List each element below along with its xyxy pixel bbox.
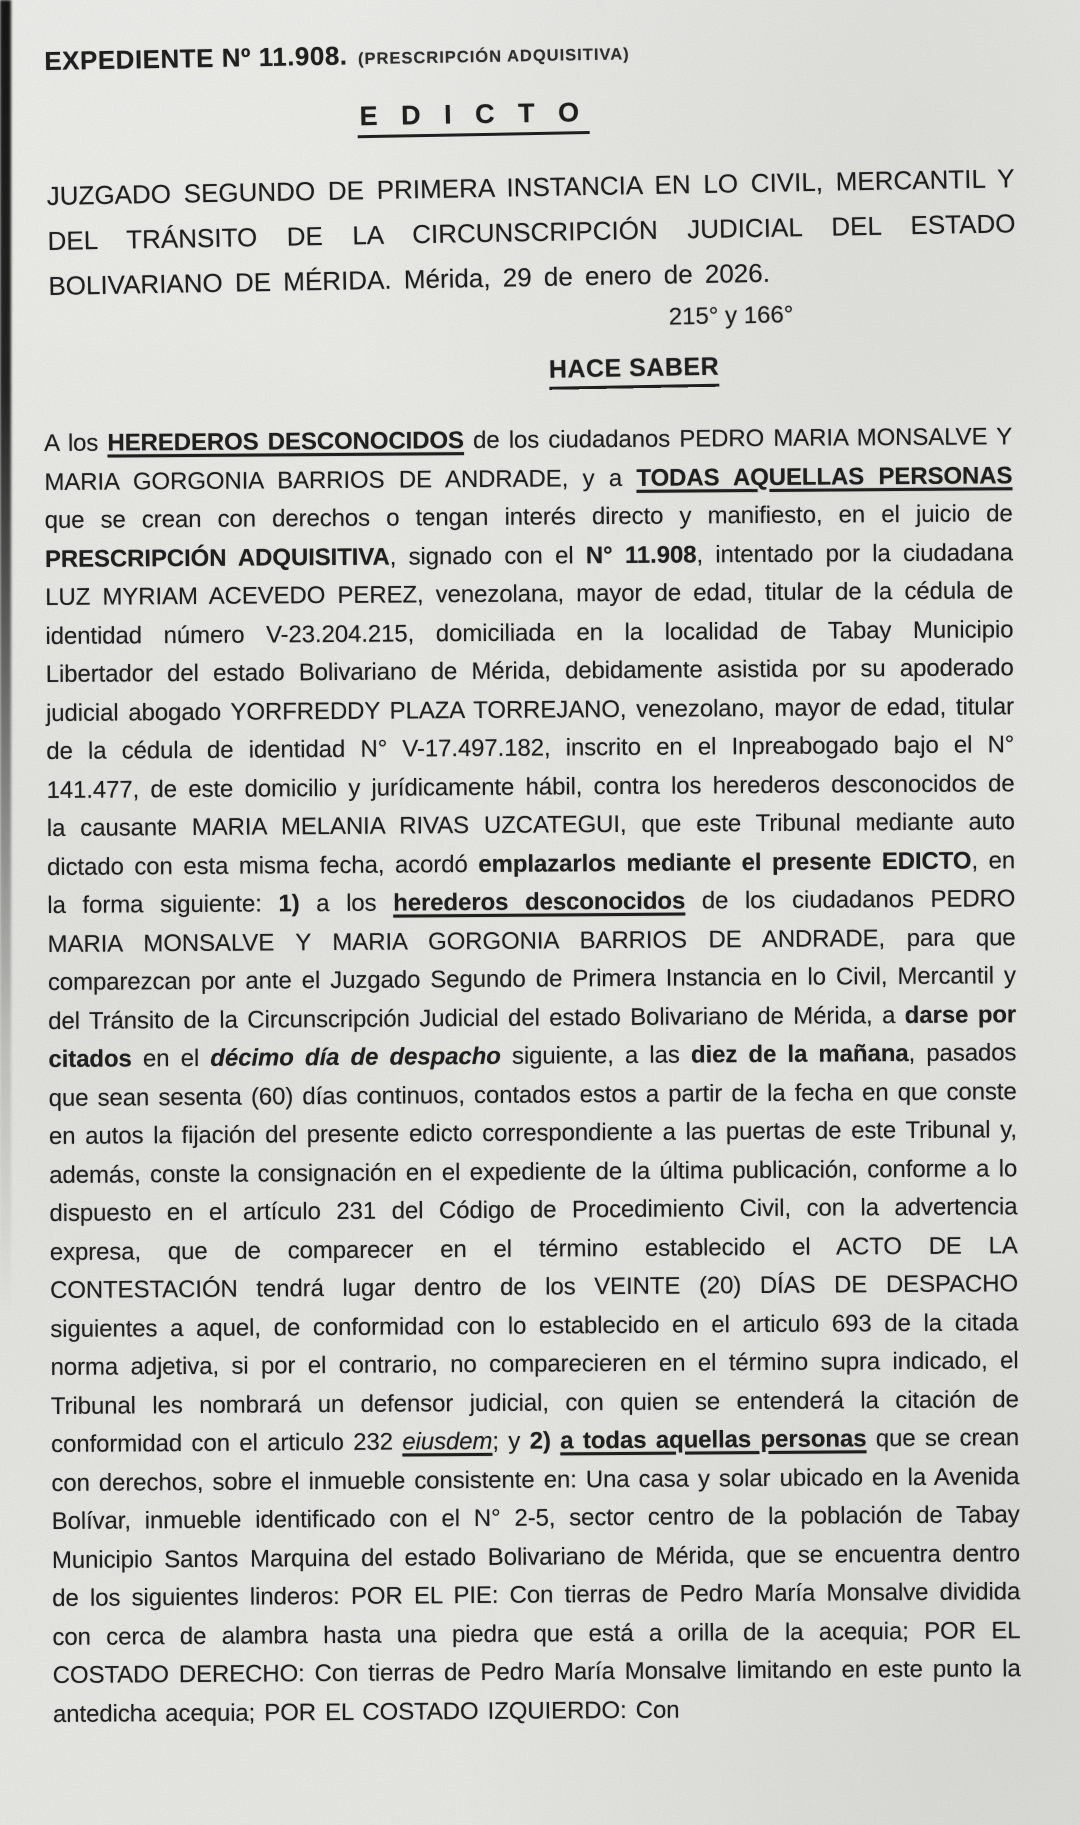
edicto-title: E D I C T O [357,97,589,138]
hace-saber-heading: HACE SABER [549,353,720,390]
case-header [44,28,1012,77]
title-row [0,90,958,145]
court-paragraph: JUZGADO SEGUNDO DE PRIMERA INSTANCIA EN LO CIVIL, MERCANTIL Y DEL TRÁNSITO DE LA CIRCUNSCRIPCIÓN JUDICIAL DEL ESTADO BOLIVARIANO DE MÉRIDA. Mérida, 29 de enero de 2026. [46,163,1016,301]
edict-body-paragraph: A los HEREDEROS DESCONOCIDOS de los ciudadanos PEDRO MARIA MONSALVE Y MARIA GORGONIA BARRIOS DE ANDRADE, y a TODAS AQUELLAS PERSONAS que se crean con derechos o tengan interés directo y manifiesto, en el juicio de PRESCRIPCIÓN ADQUISITIVA, signado con el N° 11.908, intentado por la ciudadana LUZ MYRIAM ACEVEDO PEREZ, venezolana, mayor de edad, titular de la cédula de identidad número V-23.204.215, domiciliada en la localidad de Tabay Municipio Libertador del estado Bolivariano de Mérida, debidamente asistida por su apoderado judicial abogado YORFREDDY PLAZA TORREJANO, venezolano, mayor de edad, titular de la cédula de identidad N° V-17.497.182, inscrito en el Inpreabogado bajo el N° 141.477, de este domicilio y jurídicamente hábil, contra los herederos desconocidos de la causante MARIA MELANIA RIVAS UZCATEGUI, que este Tribunal mediante auto dictado con esta misma fecha, acordó emplazarlos mediante el presente EDICTO, en la forma siguiente: 1) a los herederos desconocidos de los ciudadanos PEDRO MARIA MONSALVE Y MARIA GORGONIA BARRIOS DE ANDRADE, para que comparezcan por ante el Juzgado Segundo de Primera Instancia en lo Civil, Mercantil y del Tránsito de la Circunscripción Judicial del estado Bolivariano de Mérida, a darse por citados en el décimo día de despacho siguiente, a las diez de la mañana, pasados que sean sesenta (60) días continuos, contados estos a partir de la fecha en que conste en autos la fijación del presente edicto correspondiente a las puertas de este Tribunal y, además, conste la consignación en el expediente de la última publicación, conforme a lo dispuesto en el artículo 231 del Código de Procedimiento Civil, con la advertencia expresa, que de comparecer en el término establecido el ACTO DE LA CONTESTACIÓN tendrá lugar dentro de los VEINTE (20) DÍAS DE DESPACHO siguientes a aquel, de conformidad con lo establecido en el articulo 693 de la citada norma adjetiva, si por el contrario, no comparecieren en el término supra indicado, el Tribunal les nombrará un defensor judicial, con quien se entenderá la citación de conformidad con el articulo 232 eiusdem; y 2) a todas aquellas personas que se crean con derechos, sobre el inmueble consistente en: Una casa y solar ubicado en la Avenida Bolívar, inmueble identificado con el N° 2-5, sector centro de la población de Tabay Municipio Santos Marquina del estado Bolivariano de Mérida, que se encuentra dentro de los siguientes linderos: POR EL PIE: Con tierras de Pedro María Monsalve dividida con cerca de alambra hasta una piedra que está a orilla de la acequia; POR EL COSTADO DERECHO: Con tierras de Pedro María Monsalve limitando en este punto la antedicha acequia; POR EL COSTADO IZQUIERDO: Con [44,423,1021,1728]
scan-edge-shadow [0,0,11,1314]
anniversary-line: 215° y 166° [668,301,794,331]
header-block [44,28,1018,399]
saber-row [150,345,1080,397]
document-content [44,40,1021,1734]
case-type-note: (PRESCRIPCIÓN ADQUISITIVA) [357,45,630,69]
expediente-number: EXPEDIENTE Nº 11.908. [44,40,348,76]
